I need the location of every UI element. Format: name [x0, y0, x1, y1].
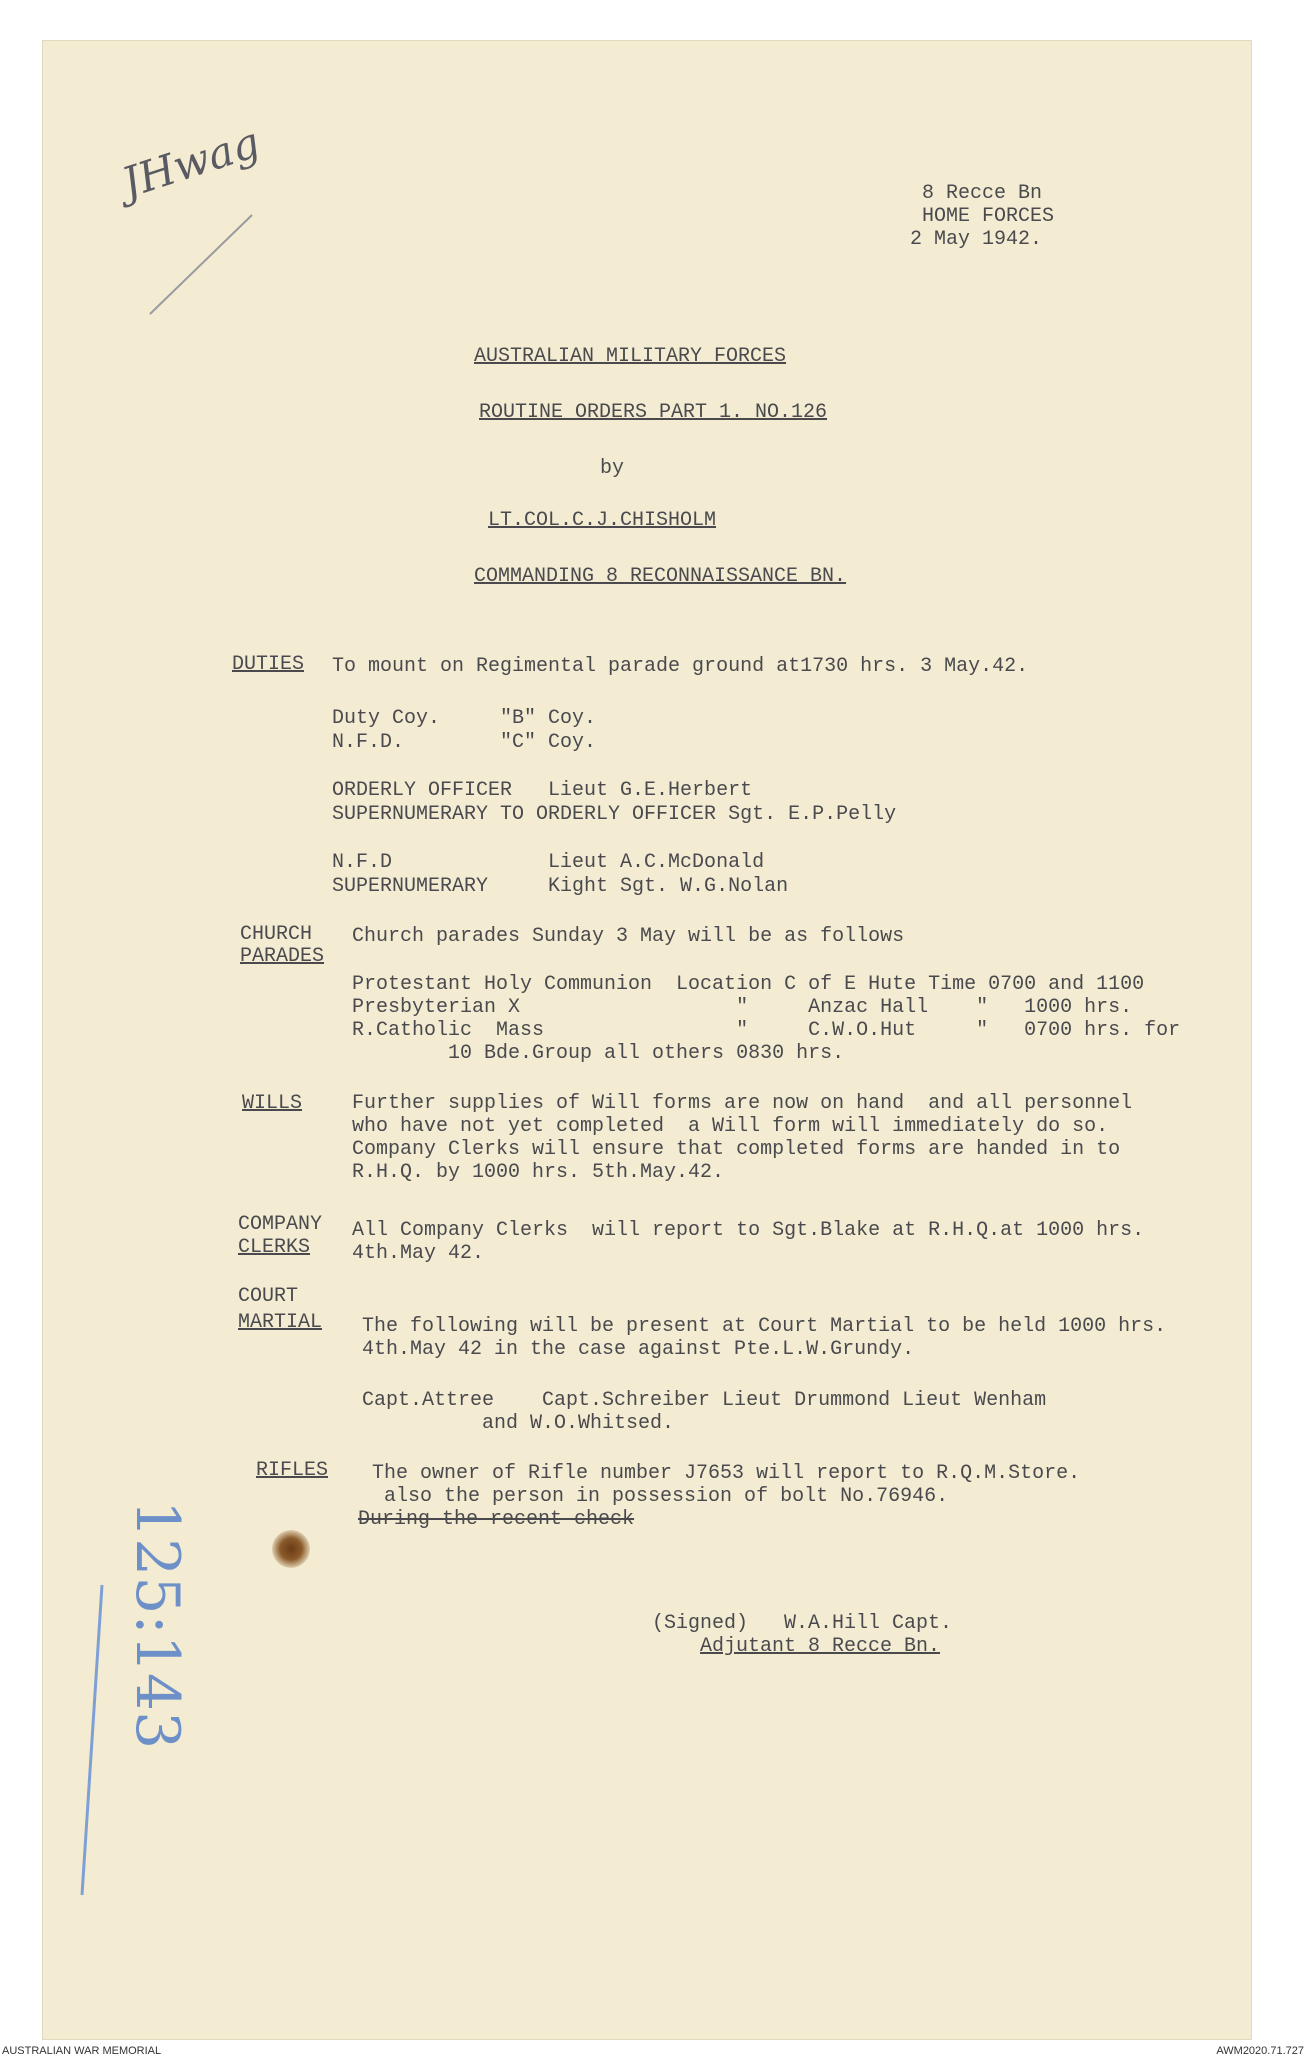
wills-line-1: Further supplies of Will forms are now on hand and all personnel [352, 1092, 1133, 1115]
court-heading-1: COURT [238, 1285, 299, 1308]
duties-nfd-2: N.F.D Lieut A.C.McDonald [332, 851, 765, 874]
duties-heading: DUTIES [232, 653, 305, 676]
court-line-4: and W.O.Whitsed. [362, 1412, 675, 1435]
title-line-2: ROUTINE ORDERS PART 1. NO.126 [479, 401, 828, 424]
side-annotation: 125:143 [122, 1500, 192, 1750]
header-date: 2 May 1942. [910, 228, 1043, 251]
clerks-heading-1: COMPANY [238, 1213, 323, 1236]
duties-orderly-officer: ORDERLY OFFICER Lieut G.E.Herbert [332, 779, 753, 802]
rifles-heading: RIFLES [256, 1459, 329, 1482]
duties-duty-coy: Duty Coy. "B" Coy. [332, 707, 597, 730]
duties-text: To mount on Regimental parade ground at1730 hrs. 3 May.42. [332, 655, 1029, 678]
duties-supernumerary-oo: SUPERNUMERARY TO ORDERLY OFFICER Sgt. E.P.Pelly [332, 803, 897, 826]
court-line-2: 4th.May 42 in the case against Pte.L.W.Grundy. [362, 1338, 915, 1361]
title-line-5: COMMANDING 8 RECONNAISSANCE BN. [474, 565, 847, 588]
church-text: Church parades Sunday 3 May will be as follows [352, 925, 905, 948]
wills-line-3: Company Clerks will ensure that completed forms are handed in to [352, 1138, 1121, 1161]
rifles-line-3: During the recent check [358, 1508, 635, 1531]
header-forces: HOME FORCES [922, 205, 1055, 228]
church-heading-1: CHURCH [240, 923, 313, 946]
wills-heading: WILLS [242, 1092, 303, 1115]
handwritten-initials: JHwag [115, 117, 266, 208]
title-line-3: by [600, 457, 625, 480]
wills-line-4: R.H.Q. by 1000 hrs. 5th.May.42. [352, 1161, 725, 1184]
rifles-line-2: also the person in possession of bolt No.76946. [372, 1485, 949, 1508]
church-line-2: Presbyterian X " Anzac Hall " 1000 hrs. [352, 996, 1133, 1019]
title-line-4: LT.COL.C.J.CHISHOLM [488, 509, 717, 532]
rust-stain [272, 1530, 310, 1568]
church-line-3: R.Catholic Mass " C.W.O.Hut " 0700 hrs. for [352, 1019, 1181, 1042]
footer-right: AWM2020.71.727 [1216, 2045, 1304, 2057]
title-line-1: AUSTRALIAN MILITARY FORCES [474, 345, 787, 368]
clerks-heading-2: CLERKS [238, 1236, 311, 1259]
clerks-line-1: All Company Clerks will report to Sgt.Blake at R.H.Q.at 1000 hrs. [352, 1219, 1145, 1242]
court-heading-2: MARTIAL [238, 1311, 323, 1334]
church-heading-2: PARADES [240, 945, 325, 968]
court-line-1: The following will be present at Court Martial to be held 1000 hrs. [362, 1315, 1167, 1338]
rifles-line-1: The owner of Rifle number J7653 will report to R.Q.M.Store. [372, 1462, 1081, 1485]
duties-supernumerary: SUPERNUMERARY Kight Sgt. W.G.Nolan [332, 875, 789, 898]
document-page [42, 40, 1252, 2040]
wills-line-2: who have not yet completed a Will form will immediately do so. [352, 1115, 1109, 1138]
footer-left: AUSTRALIAN WAR MEMORIAL [2, 2045, 162, 2057]
duties-nfd: N.F.D. "C" Coy. [332, 731, 597, 754]
pencil-stroke [142, 210, 262, 320]
church-line-4: 10 Bde.Group all others 0830 hrs. [352, 1042, 845, 1065]
clerks-line-2: 4th.May 42. [352, 1242, 485, 1265]
signature-line-1: (Signed) W.A.Hill Capt. [652, 1612, 953, 1635]
blue-pen-stroke [72, 1580, 112, 1900]
court-line-3: Capt.Attree Capt.Schreiber Lieut Drummond Lieut Wenham [362, 1389, 1047, 1412]
church-line-1: Protestant Holy Communion Location C of E Hute Time 0700 and 1100 [352, 973, 1145, 996]
header-unit: 8 Recce Bn [922, 182, 1043, 205]
signature-line-2: Adjutant 8 Recce Bn. [700, 1635, 941, 1658]
